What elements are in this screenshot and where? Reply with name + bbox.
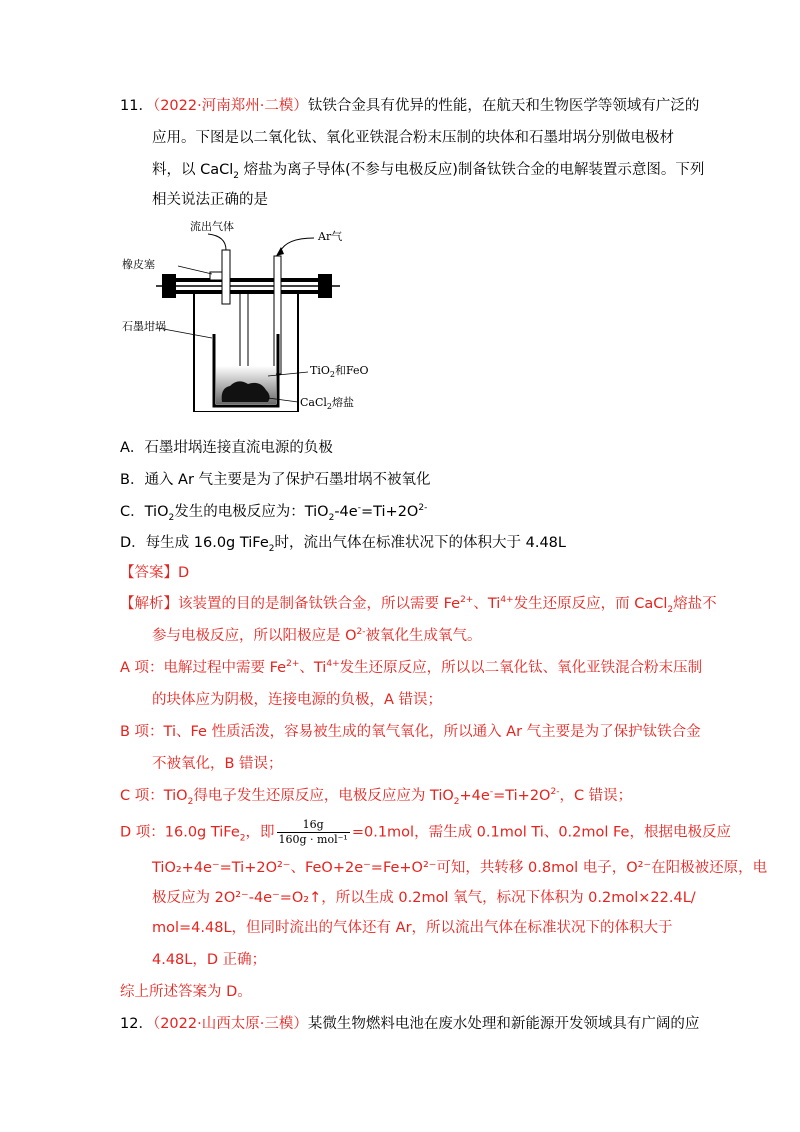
c-analysis-d: =Ti+2O: [493, 788, 551, 804]
c-analysis-sub2: 2: [453, 796, 460, 807]
summary-line: 综上所述答案为 D。: [120, 984, 252, 1000]
c-analysis-sup: -: [489, 787, 494, 798]
option-c-sub2: 2: [328, 512, 335, 523]
a-analysis-line1: [120, 658, 702, 678]
b-analysis-line1: B 项：Ti、Fe 性质活泼，容易被生成的氧气氧化，所以通入 Ar 气主要是为了保护钛铁合金: [120, 724, 701, 740]
d-analysis-line2: TiO₂+4e⁻=Ti+2O²⁻、FeO+2e⁻=Fe+O²⁻可知，共转移 0.8mol 电子，O²⁻在阳极被还原，电: [152, 860, 768, 876]
q11-line3-b: 熔盐为离子导体(不参与电极反应)制备钛铁合金的电解装置示意图。下列: [239, 162, 705, 178]
d-analysis-b: ，即: [245, 824, 275, 841]
c-analysis-sup2: 2-: [550, 787, 560, 798]
option-d-sub: 2: [268, 543, 275, 554]
option-d: [120, 533, 566, 553]
option-c-d: =Ti+2O: [360, 504, 419, 520]
a-analysis-sup1: 2+: [286, 659, 300, 670]
option-d-a: D．每生成 16.0g TiFe: [120, 535, 269, 551]
q11-line3: [152, 160, 704, 180]
c-analysis-line: [120, 786, 632, 806]
crucible-pointer: [158, 328, 212, 338]
q11-line4: 相关说法正确的是: [152, 192, 268, 208]
q12-source: （2022·山西太原·三模）: [152, 1016, 308, 1032]
q12-stem-1: 某微生物燃料电池在废水处理和新能源开发领域具有广阔的应: [307, 1016, 700, 1032]
analysis-line1-sub: 2: [667, 604, 674, 615]
option-c-b: 发生的电极反应为：TiO: [174, 504, 329, 520]
a-analysis-a: A 项：电解过程中需要 Fe: [120, 660, 287, 676]
q12-line1: [120, 1014, 699, 1034]
ar-arrowhead: [276, 247, 284, 256]
label-ar-gas: Ar气: [318, 230, 343, 243]
option-c-a: C．TiO: [120, 504, 169, 520]
analysis-line1-b: 、Ti: [473, 596, 501, 612]
q11-line1: [120, 96, 699, 116]
fraction-numerator: 16g: [277, 818, 350, 833]
q12-number: 12．: [120, 1016, 153, 1032]
option-c: [120, 502, 427, 522]
analysis-line1-d: 熔盐不: [673, 596, 717, 612]
electrolysis-apparatus-diagram: [118, 216, 378, 412]
option-c-sup2: 2-: [418, 503, 428, 514]
analysis-line1-a: 该装置的目的是制备钛铁合金，所以需要 Fe: [178, 596, 461, 612]
q11-line3-a: 料，以 CaCl: [152, 162, 234, 178]
label-tio2-feo: TiO$_2$和FeO: [310, 364, 369, 379]
answer-label: 【答案】: [120, 565, 178, 581]
q11-number: 11．: [120, 98, 153, 114]
d-analysis-sub: 2: [239, 833, 246, 844]
analysis-line1-sup2: 4+: [500, 595, 514, 606]
a-analysis-sup2: 4+: [326, 659, 340, 670]
a-analysis-c: 发生还原反应，所以以二氧化钛、氧化亚铁混合粉末压制: [339, 660, 703, 676]
analysis-line2-b: 被氧化生成氧气。: [365, 628, 482, 644]
label-graphite-crucible: 石墨坩埚: [122, 320, 166, 333]
answer-line: [120, 563, 189, 583]
label-gas-out: 流出气体: [190, 220, 234, 233]
option-d-b: 时，流出气体在标准状况下的体积大于 4.48L: [274, 535, 566, 551]
c-analysis-b: 得电子发生还原反应，电极反应应为 TiO: [193, 788, 454, 804]
analysis-line2-a: 参与电极反应，所以阳极应是 O: [152, 628, 357, 644]
d-analysis-line3: 极反应为 2O²⁻-4e⁻=O₂↑，所以生成 0.2mol 氧气，标况下体积为 0.2mol×22.4L/: [152, 890, 696, 906]
option-c-sub: 2: [168, 512, 175, 523]
label-rubber-stopper: 橡皮塞: [122, 258, 155, 271]
c-analysis-e: ，C 错误；: [559, 788, 633, 804]
option-a: A．石墨坩埚连接直流电源的负极: [120, 440, 333, 456]
d-analysis-line1: [120, 818, 731, 847]
lid-bottom-plate: [162, 290, 332, 294]
c-analysis-a: C 项：TiO: [120, 788, 188, 804]
d-analysis-c: =0.1mol，需生成 0.1mol Ti、0.2mol Fe，根据电极反应: [351, 824, 731, 841]
a-analysis-b: 、Ti: [299, 660, 327, 676]
lid-top-plate: [162, 278, 332, 282]
b-analysis-line2: 不被氧化，B 错误；: [152, 756, 283, 772]
ar-arrow: [280, 238, 314, 252]
d-analysis-line5: 4.48L，D 正确；: [152, 952, 267, 968]
d-analysis-a: D 项：16.0g TiFe: [120, 824, 240, 841]
analysis-line1-c: 发生还原反应，而 CaCl: [513, 596, 668, 612]
c-analysis-c: +4e: [459, 788, 490, 804]
analysis-line1: [120, 594, 717, 614]
analysis-line2: [152, 626, 482, 646]
gas-outlet-tube: [222, 250, 230, 304]
q11-line2: 应用。下图是以二氧化钛、氧化亚铁混合粉末压制的块体和石墨坩埚分别做电极材: [152, 130, 674, 146]
molar-fraction: [277, 818, 350, 847]
fraction-denominator: 160g · mol⁻¹: [278, 833, 348, 846]
option-b: B．通入 Ar 气主要是为了保护石墨坩埚不被氧化: [120, 472, 431, 488]
c-analysis-sub: 2: [187, 796, 194, 807]
analysis-line1-sup1: 2+: [460, 595, 474, 606]
q11-stem-1: 钛铁合金具有优异的性能，在航天和生物医学等领域有广泛的: [307, 98, 700, 114]
q11-source: （2022·河南郑州·二模）: [152, 98, 308, 114]
q11-line3-sub: 2: [233, 170, 240, 181]
d-analysis-line4: mol=4.48L，但同时流出的气体还有 Ar，所以流出气体在标准状况下的体积大于: [152, 920, 673, 936]
option-c-sup: -: [357, 503, 361, 514]
answer-value: D: [178, 565, 190, 581]
a-analysis-line2: 的块体应为阴极，连接电源的负极，A 错误；: [152, 692, 443, 708]
analysis-line2-sup: 2-: [356, 627, 366, 638]
label-cacl2-melt: CaCl$_2$熔盐: [300, 396, 355, 411]
analysis-label: 【解析】: [120, 596, 178, 612]
stopper-pointer: [178, 266, 212, 274]
option-c-c: -4e: [334, 504, 358, 520]
